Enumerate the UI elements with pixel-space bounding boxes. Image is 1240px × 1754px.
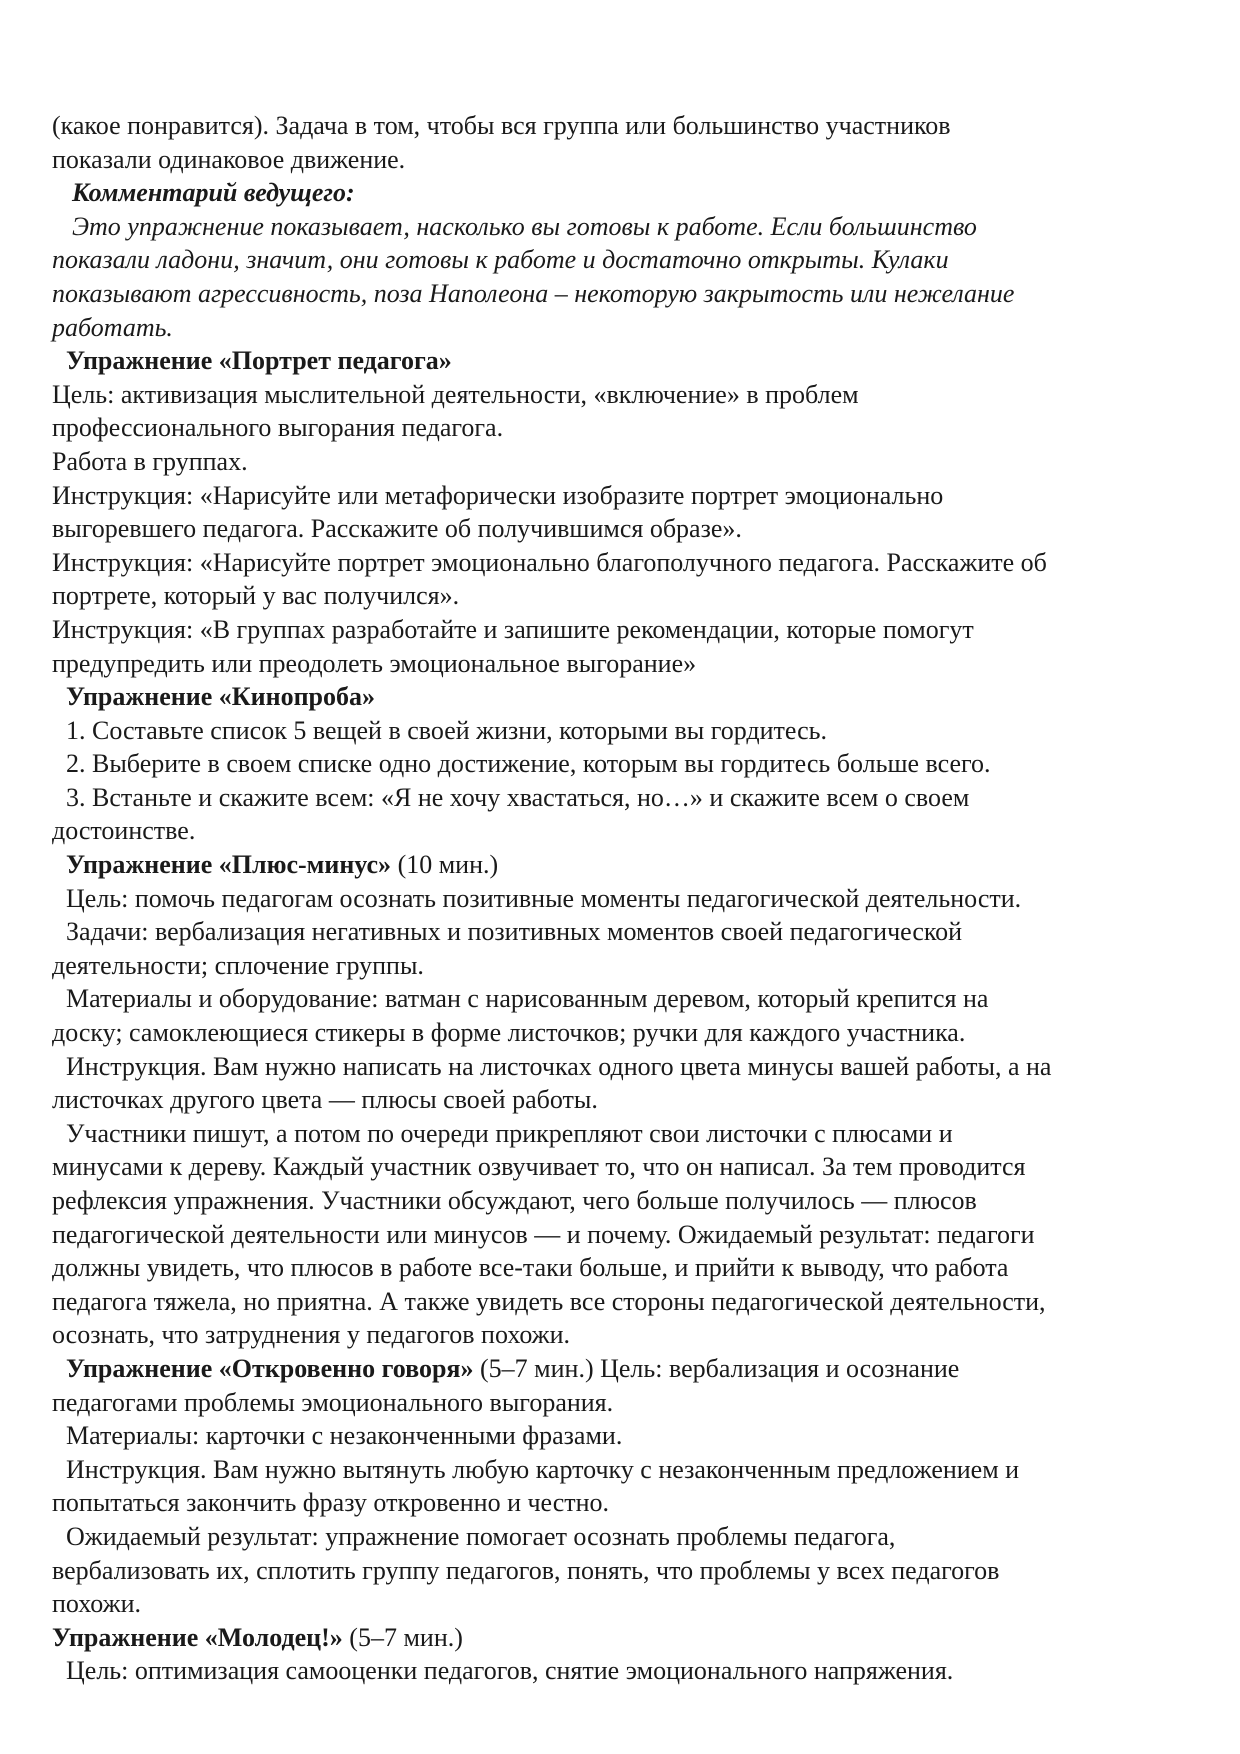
exercise-heading: Упражнение «Откровенно говоря» bbox=[66, 1353, 474, 1383]
text-line: попытаться закончить фразу откровенно и честно. bbox=[52, 1488, 610, 1518]
list-item: 2. Выберите в своем списке одно достижение, которым вы гордитесь больше всего. bbox=[66, 749, 991, 779]
text-line: достоинстве. bbox=[52, 816, 196, 846]
text-line: деятельности; сплочение группы. bbox=[52, 950, 424, 980]
text-line: Инструкция: «Нарисуйте или метафорически изобразите портрет эмоционально bbox=[52, 480, 944, 510]
text-line: педагогами проблемы эмоционального выгорания. bbox=[52, 1387, 614, 1417]
text-line: предупредить или преодолеть эмоциональное выгорание» bbox=[52, 648, 697, 678]
list-item: 3. Встаньте и скажите всем: «Я не хочу хвастаться, но…» и скажите всем о своем bbox=[66, 782, 970, 812]
text-line: педагогической деятельности или минусов — и почему. Ожидаемый результат: педагоги bbox=[52, 1219, 1035, 1249]
text-line: профессионального выгорания педагога. bbox=[52, 413, 504, 443]
text-line: Цель: помочь педагогам осознать позитивные моменты педагогической деятельности. bbox=[66, 883, 1022, 913]
text-line: Ожидаемый результат: упражнение помогает осознать проблемы педагога, bbox=[66, 1521, 896, 1551]
text-line: (какое понравится). Задача в том, чтобы вся группа или большинство участников bbox=[52, 111, 951, 140]
exercise-heading: Упражнение «Кинопроба» bbox=[66, 682, 376, 712]
text-line: Инструкция. Вам нужно написать на листочках одного цвета минусы вашей работы, а на bbox=[66, 1051, 1052, 1081]
text-line: доску; самоклеющиеся стикеры в форме листочков; ручки для каждого участника. bbox=[52, 1018, 966, 1048]
text-line: минусами к дереву. Каждый участник озвучивает то, что он написал. За тем проводится bbox=[52, 1152, 1026, 1182]
comment-heading: Комментарий ведущего: bbox=[72, 178, 355, 208]
exercise-heading: Упражнение «Портрет педагога» bbox=[66, 346, 452, 376]
text-line: Инструкция: «Нарисуйте портрет эмоционально благополучного педагога. Расскажите об bbox=[52, 547, 1047, 577]
exercise-duration: (5–7 мин.) bbox=[342, 1622, 463, 1652]
text-line: вербализовать их, сплотить группу педагогов, понять, что проблемы у всех педагогов bbox=[52, 1555, 1000, 1585]
text-line: педагога тяжела, но приятна. А также увидеть все стороны педагогической деятельности, bbox=[52, 1286, 1046, 1316]
comment-text-line: показали ладони, значит, они готовы к работе и достаточно открыты. Кулаки bbox=[52, 245, 949, 275]
comment-text-line: показывают агрессивность, поза Наполеона – некоторую закрытость или нежелание bbox=[52, 278, 1015, 308]
text-line: Инструкция: «В группах разработайте и запишите рекомендации, которые помогут bbox=[52, 614, 974, 644]
text-line: похожи. bbox=[52, 1589, 142, 1619]
exercise-heading: Упражнение «Плюс-минус» bbox=[66, 850, 392, 880]
text-line: портрете, который у вас получился». bbox=[52, 581, 460, 611]
list-item: 1. Составьте список 5 вещей в своей жизни, которыми вы гордитесь. bbox=[66, 715, 827, 745]
exercise-heading: Упражнение «Молодец!» bbox=[52, 1622, 343, 1652]
comment-text-line: работать. bbox=[52, 312, 173, 342]
text-line: Работа в группах. bbox=[52, 446, 248, 476]
exercise-heading-line bbox=[52, 1352, 1202, 1386]
text-line: Материалы: карточки с незаконченными фразами. bbox=[66, 1421, 623, 1451]
text-line: Участники пишут, а потом по очереди прикрепляют свои листочки с плюсами и bbox=[66, 1118, 953, 1148]
text-line: рефлексия упражнения. Участники обсуждают, чего больше получилось — плюсов bbox=[52, 1186, 977, 1215]
text-line: листочках другого цвета — плюсы своей работы. bbox=[52, 1085, 598, 1115]
exercise-heading-line bbox=[52, 848, 1202, 882]
exercise-duration: (5–7 мин.) Цель: вербализация и осознание bbox=[473, 1353, 960, 1383]
text-line: осознать, что затруднения у педагогов похожи. bbox=[52, 1320, 571, 1350]
text-line: Цель: оптимизация самооценки педагогов, снятие эмоционального напряжения. bbox=[66, 1656, 954, 1686]
comment-text-line: Это упражнение показывает, насколько вы готовы к работе. Если большинство bbox=[72, 211, 977, 241]
document-page bbox=[52, 109, 1202, 1688]
text-line: Задачи: вербализация негативных и позитивных моментов своей педагогической bbox=[66, 917, 963, 947]
text-line: выгоревшего педагога. Расскажите об получившимся образе». bbox=[52, 514, 742, 544]
text-line: Цель: активизация мыслительной деятельности, «включение» в проблем bbox=[52, 379, 859, 409]
text-line: Материалы и оборудование: ватман с нарисованным деревом, который крепится на bbox=[66, 984, 989, 1014]
text-line: Инструкция. Вам нужно вытянуть любую карточку с незаконченным предложением и bbox=[66, 1454, 1020, 1484]
exercise-duration: (10 мин.) bbox=[391, 850, 499, 880]
text-line: должны увидеть, что плюсов в работе все-таки больше, и прийти к выводу, что работа bbox=[52, 1253, 1009, 1283]
exercise-heading-line bbox=[52, 1621, 1202, 1655]
text-line: показали одинаковое движение. bbox=[52, 144, 406, 174]
